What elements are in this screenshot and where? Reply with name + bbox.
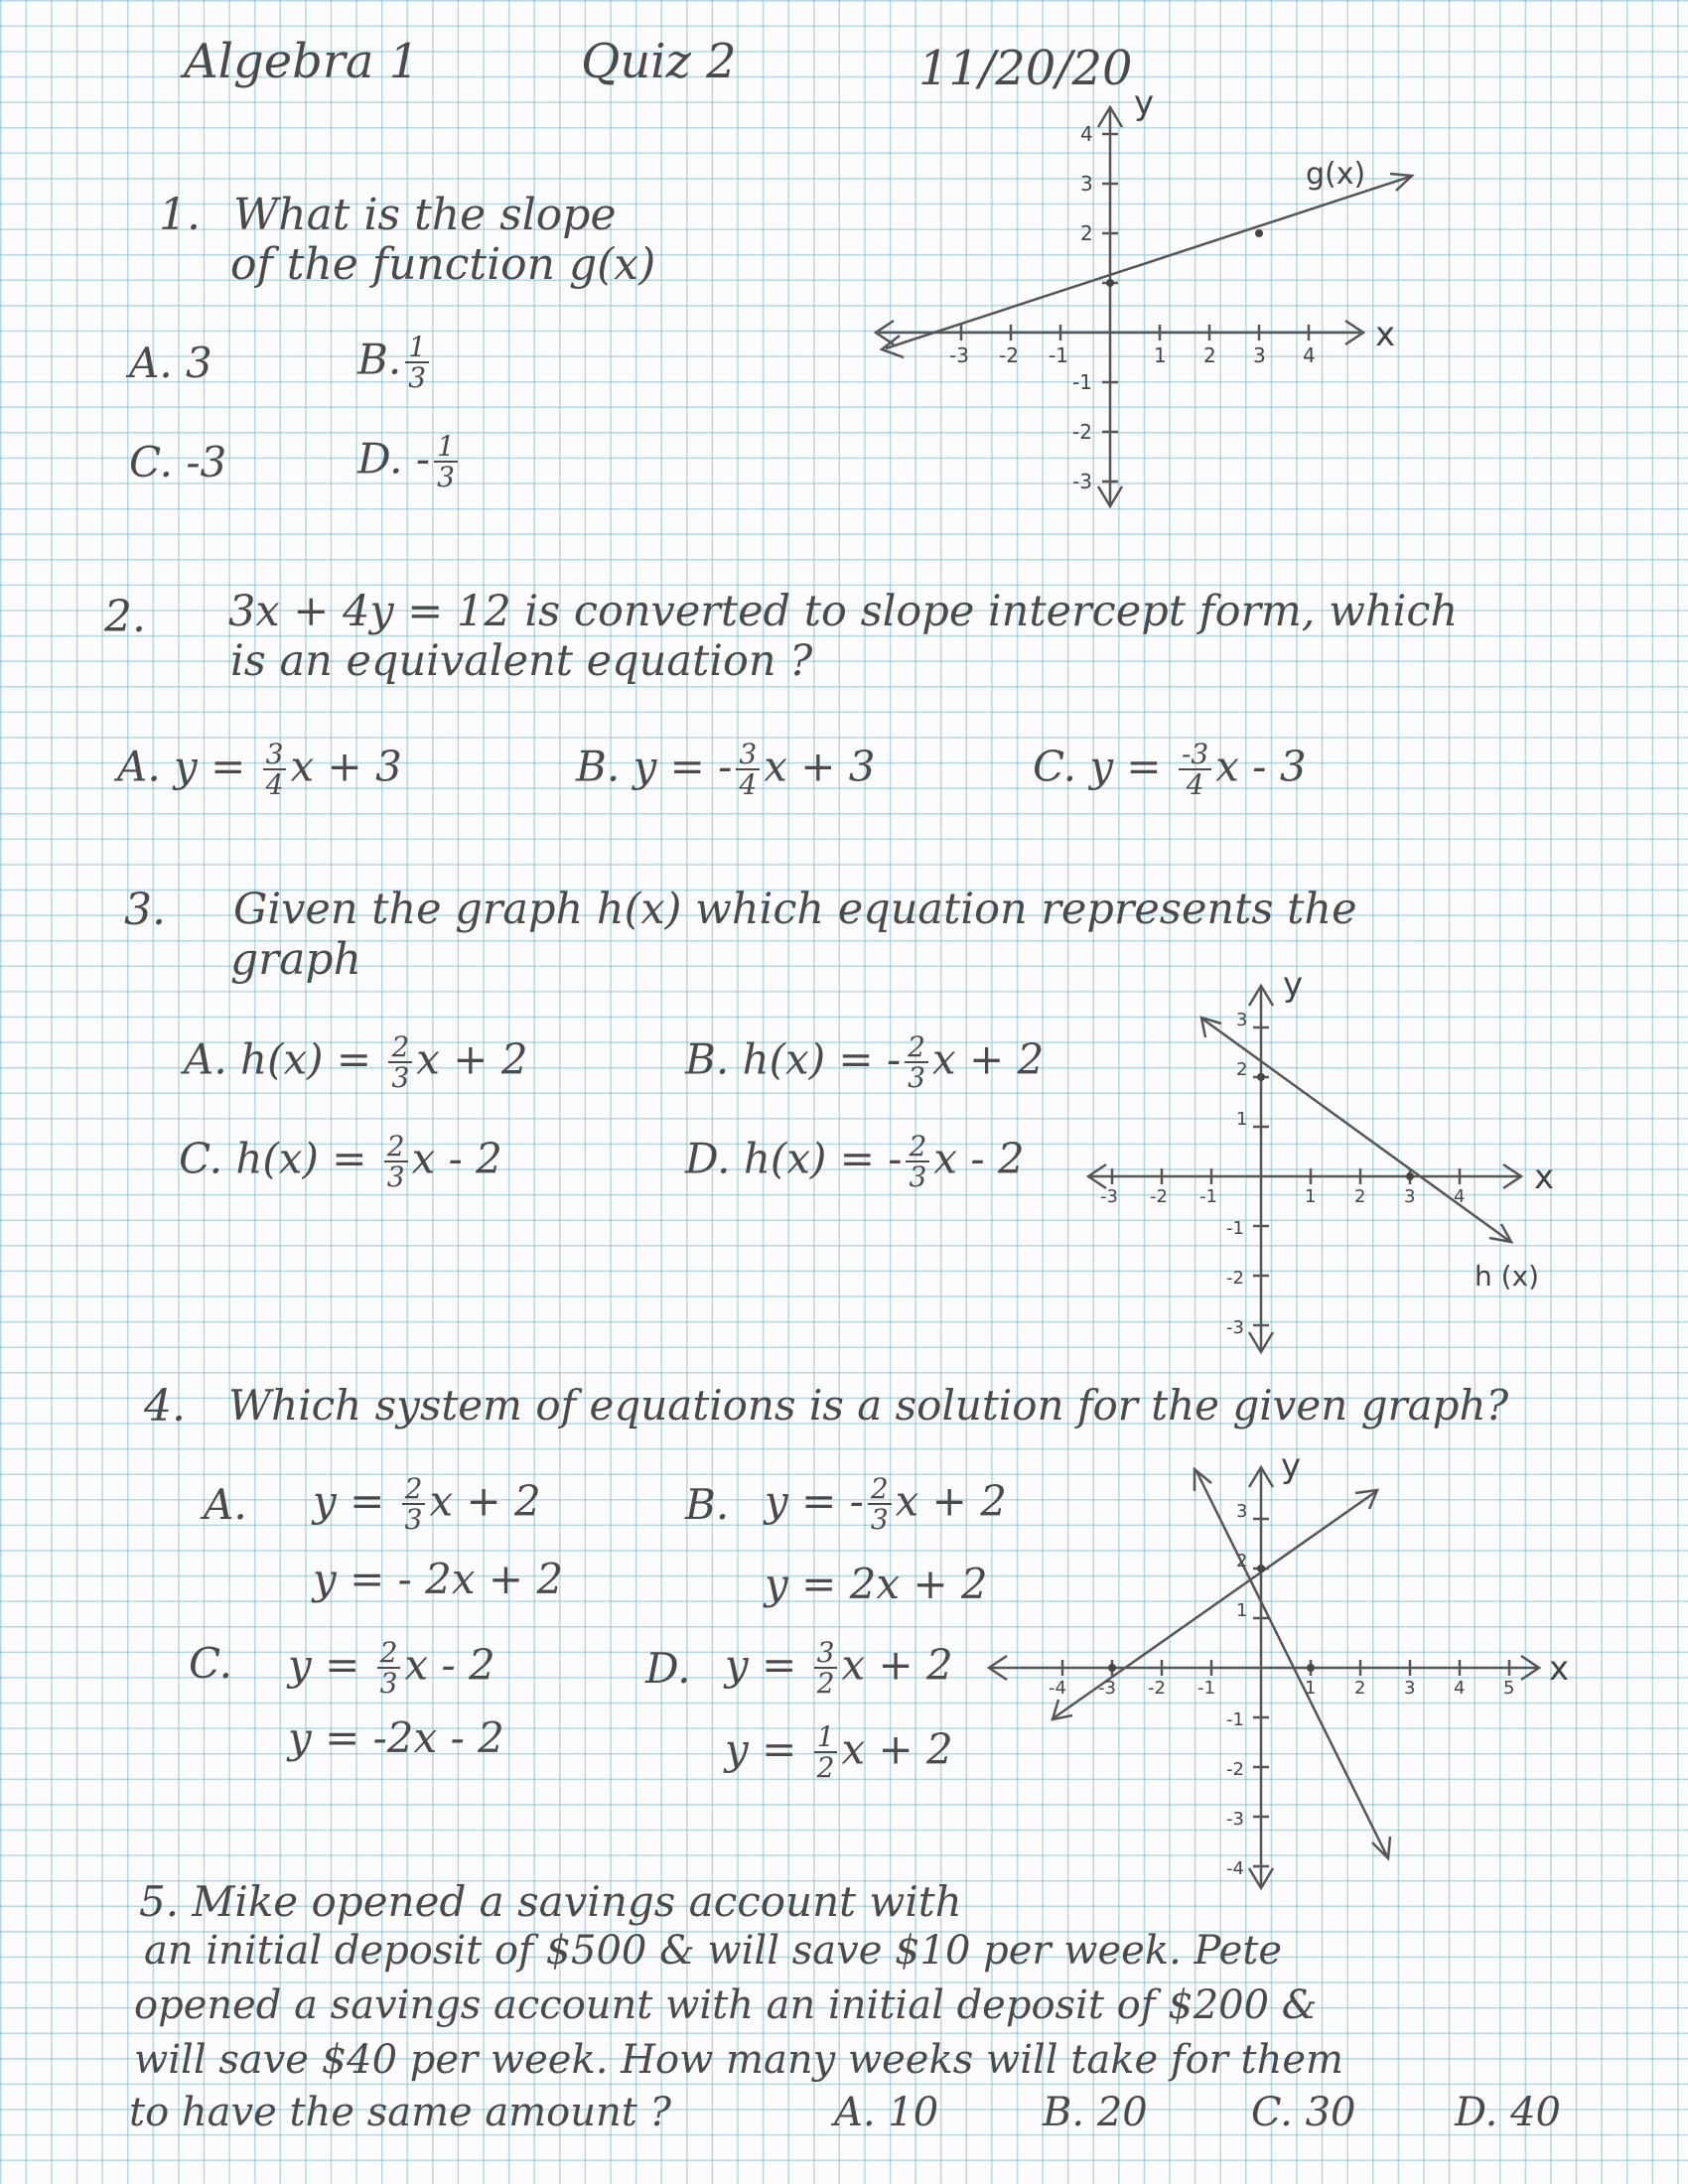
question-3-text-line2: graph	[230, 934, 361, 985]
question-5-line5: to have the same amount ?	[129, 2090, 671, 2135]
subject-title: Algebra 1	[184, 34, 420, 89]
q3-y-tick-labels	[1226, 1010, 1247, 1338]
svg-text:-1: -1	[1049, 343, 1068, 367]
svg-text:-1: -1	[1072, 370, 1092, 394]
q4-option-b-eq2: y = 2x + 2	[765, 1560, 988, 1608]
q4-point-neg3-0	[1108, 1664, 1116, 1672]
q3-point-3-0	[1406, 1172, 1414, 1180]
q4-y-tick-labels	[1226, 1501, 1247, 1879]
q1-y-label: y	[1134, 83, 1155, 123]
svg-text:4: 4	[1454, 1678, 1466, 1699]
svg-text:2: 2	[1203, 343, 1216, 367]
question-1-text-line1: What is the slope	[233, 190, 617, 240]
svg-text:1: 1	[1236, 1600, 1248, 1621]
q4-x-tick-labels	[1049, 1678, 1514, 1699]
svg-text:-3: -3	[1072, 470, 1092, 493]
svg-text:-1: -1	[1199, 1186, 1217, 1207]
question-4-text: Which system of equations is a solution for the given graph?	[228, 1381, 1509, 1430]
q4-option-d-eq2: y = $\frac{1}{2}$ x + 2	[725, 1720, 953, 1785]
svg-text:2: 2	[1354, 1186, 1366, 1207]
svg-text:-2: -2	[999, 343, 1019, 367]
svg-text:-1: -1	[1226, 1218, 1244, 1239]
svg-text:1: 1	[1305, 1678, 1317, 1699]
q3-option-c: C. h(x) = $\frac{2}{3}$ x - 2	[179, 1130, 502, 1194]
q4-option-b-label: B.	[685, 1480, 730, 1529]
q4-x-label: x	[1549, 1649, 1570, 1689]
q4-option-d-label: D.	[645, 1644, 691, 1693]
q1-option-a: A. 3	[129, 339, 212, 387]
q2-option-a: A. y = $\frac{3}{4}$ x + 3	[117, 738, 402, 802]
q3-function-line	[1203, 1020, 1509, 1241]
q1-option-c: C. -3	[129, 438, 227, 486]
svg-text:3: 3	[1080, 172, 1093, 196]
q4-option-a-label: A.	[204, 1480, 247, 1529]
svg-text:-3: -3	[1098, 1678, 1116, 1699]
q1-option-b: B. $\frac{1}{3}$	[357, 333, 433, 393]
q4-option-a-eq2: y = - 2x + 2	[313, 1555, 564, 1603]
svg-text:1: 1	[1154, 343, 1167, 367]
q4-point-1-0	[1307, 1664, 1315, 1672]
question-5-line4: will save $40 per week. How many weeks will take for them	[134, 2037, 1343, 2083]
q3-y-label: y	[1283, 965, 1304, 1005]
question-1-number: 1.	[159, 190, 201, 240]
q1-point-3-2	[1255, 229, 1263, 237]
q3-graph	[1072, 965, 1609, 1365]
svg-text:2: 2	[1080, 221, 1093, 245]
q4-option-c-eq1: y = $\frac{2}{3}$ x - 2	[288, 1636, 495, 1701]
svg-text:-3: -3	[949, 343, 969, 367]
q5-option-c: C. 30	[1251, 2090, 1356, 2135]
q4-point-0-2	[1257, 1565, 1265, 1572]
q5-option-b: B. 20	[1043, 2090, 1148, 2135]
svg-text:-4: -4	[1049, 1678, 1066, 1699]
svg-text:2: 2	[1236, 1059, 1248, 1080]
q4-option-d-eq1: y = $\frac{3}{2}$ x + 2	[725, 1636, 953, 1701]
question-3-text-line1: Given the graph h(x) which equation represents the	[233, 885, 1357, 934]
svg-text:4: 4	[1454, 1186, 1466, 1207]
svg-text:-1: -1	[1226, 1709, 1244, 1730]
q4-graph	[983, 1446, 1599, 1906]
svg-text:3: 3	[1253, 343, 1266, 367]
svg-text:4: 4	[1303, 343, 1316, 367]
q4-y-label: y	[1281, 1446, 1302, 1486]
svg-text:3: 3	[1236, 1501, 1248, 1522]
quiz-title: Quiz 2	[581, 34, 737, 89]
question-2-text-line2: is an equivalent equation ?	[230, 636, 813, 686]
svg-text:-1: -1	[1197, 1678, 1215, 1699]
q1-option-d: D. - $\frac{1}{3}$	[357, 432, 462, 492]
question-5-line2: an initial deposit of $500 & will save $10 per week. Pete	[144, 1928, 1283, 1974]
q5-option-a: A. 10	[834, 2090, 939, 2135]
q3-point-0-2	[1257, 1073, 1265, 1081]
q1-y-tick-labels	[1072, 122, 1093, 493]
svg-text:5: 5	[1503, 1678, 1515, 1699]
svg-text:1: 1	[1236, 1109, 1248, 1130]
q2-option-b: B. y = - $\frac{3}{4}$ x + 3	[576, 738, 876, 802]
q1-point-y-intercept	[1106, 279, 1114, 287]
q3-option-b: B. h(x) = - $\frac{2}{3}$ x + 2	[685, 1030, 1045, 1095]
q3-function-label: h (x)	[1475, 1260, 1540, 1293]
svg-text:2: 2	[1354, 1678, 1366, 1699]
q3-x-label: x	[1534, 1158, 1555, 1197]
svg-text:4: 4	[1080, 122, 1093, 146]
q4-line-negative-slope	[1196, 1471, 1387, 1856]
quiz-date: 11/20/20	[918, 41, 1133, 96]
question-4-number: 4.	[144, 1381, 186, 1432]
svg-text:-2: -2	[1148, 1678, 1166, 1699]
question-1-text-line2: of the function g(x)	[230, 239, 656, 290]
question-3-number: 3.	[124, 885, 166, 935]
q4-option-b-eq1: y = - $\frac{2}{3}$ x + 2	[765, 1472, 1007, 1537]
q1-function-line	[886, 177, 1410, 348]
question-2-text-line1: 3x + 4y = 12 is converted to slope intercept form, which	[228, 587, 1459, 636]
q1-x-label: x	[1375, 315, 1396, 354]
question-5-line3: opened a savings account with an initial deposit of $200 &	[134, 1982, 1318, 2028]
q4-option-c-eq2: y = -2x - 2	[288, 1713, 504, 1762]
q2-option-c: C. y = $\frac{-3}{4}$ x - 3	[1033, 738, 1307, 802]
q3-option-d: D. h(x) = - $\frac{2}{3}$ x - 2	[685, 1130, 1025, 1194]
q1-x-tick-labels	[949, 343, 1316, 367]
svg-text:-3: -3	[1100, 1186, 1118, 1207]
svg-text:3: 3	[1404, 1678, 1416, 1699]
q3-option-a: A. h(x) = $\frac{2}{3}$ x + 2	[184, 1030, 528, 1095]
q1-function-label: g(x)	[1306, 157, 1366, 192]
svg-text:-2: -2	[1150, 1186, 1168, 1207]
svg-text:3: 3	[1236, 1010, 1248, 1030]
question-2-number: 2.	[104, 592, 146, 642]
svg-text:3: 3	[1404, 1186, 1416, 1207]
q3-x-tick-labels	[1100, 1186, 1465, 1207]
svg-text:-2: -2	[1226, 1759, 1244, 1780]
q5-option-d: D. 40	[1455, 2090, 1561, 2135]
svg-text:2: 2	[1236, 1551, 1248, 1571]
q4-option-c-label: C.	[189, 1639, 232, 1688]
svg-text:-3: -3	[1226, 1317, 1244, 1338]
svg-text:-3: -3	[1226, 1809, 1244, 1830]
svg-text:-2: -2	[1226, 1268, 1244, 1289]
question-5-line1: 5. Mike opened a savings account with	[139, 1877, 962, 1926]
svg-text:1: 1	[1305, 1186, 1317, 1207]
svg-text:-2: -2	[1072, 420, 1092, 444]
svg-text:-4: -4	[1226, 1858, 1244, 1879]
q4-option-a-eq1: y = $\frac{2}{3}$ x + 2	[313, 1472, 541, 1537]
q1-graph	[864, 83, 1420, 526]
